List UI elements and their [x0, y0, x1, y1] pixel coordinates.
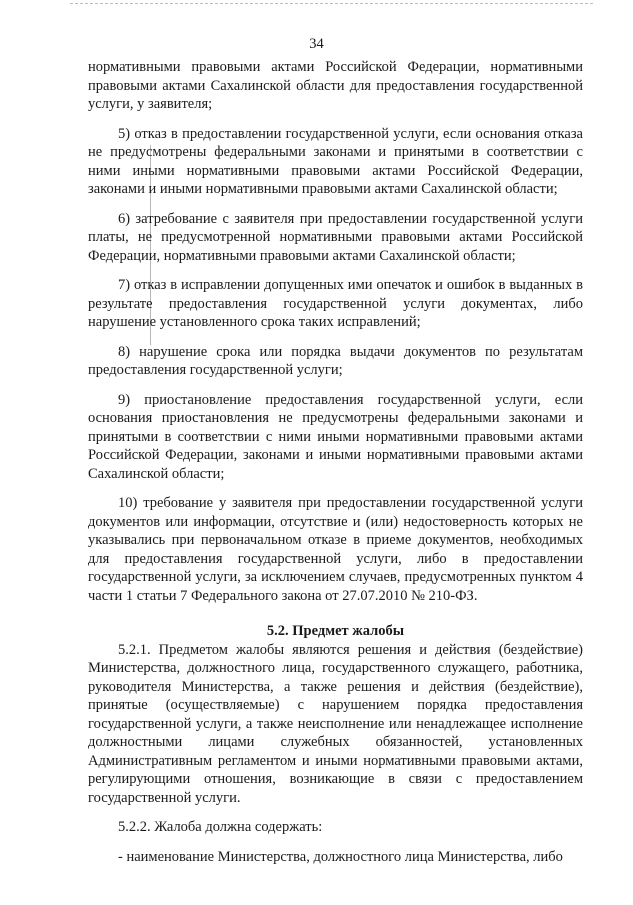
list-item-dash: - наименование Министерства, должностного лица Министерства, либо	[118, 848, 563, 865]
paragraph-5-2-1: 5.2.1. Предметом жалобы являются решения и действия (бездействие) Министерства, должностного лица, государственного служащего, работника, руководителя Министерства, а также решения и действия (бездействие), принятые (осуществляемые) с нарушением порядка предоставления государственной услуги, а также неисполнение или ненадлежащее исполнение должностными лицами служебных обязанностей, установленных Административным регламентом и иными нормативными правовыми актами, регулирующими отношения, возникающие в связи с предоставлением государственной услуги.	[88, 641, 583, 806]
paragraph-continuation: нормативными правовыми актами Российской Федерации, нормативными правовыми актами Сахалинской области для предоставления государственной услуги, у заявителя;	[88, 59, 583, 112]
list-item-8: 8) нарушение срока или порядка выдачи документов по результатам предоставления государственной услуги;	[88, 343, 583, 378]
list-item-7: 7) отказ в исправлении допущенных ими опечаток и ошибок в выданных в результате предоставления государственной услуги документах, либо нарушение установленного срока таких исправлений;	[88, 277, 583, 330]
paragraph-5-2-2: 5.2.2. Жалоба должна содержать:	[118, 819, 323, 835]
scan-top-edge	[70, 3, 593, 4]
page-number: 34	[309, 36, 324, 52]
section-heading: 5.2. Предмет жалобы	[266, 623, 405, 639]
list-item-6: 6) затребование с заявителя при предоставлении государственной услуги платы, не предусмотренной нормативными правовыми актами Российской Федерации, нормативными правовыми актами Сахалинской области;	[88, 210, 583, 264]
list-item-9: 9) приостановление предоставления государственной услуги, если основания приостановления не предусмотрены федеральными законами и принятыми в соответствии с ними иными нормативными правовыми актами Российской Федерации, законами и иными нормативными правовыми актами Сахалинской области;	[88, 391, 583, 482]
list-item-10: 10) требование у заявителя при предоставлении государственной услуги документов или информации, отсутствие и (или) недостоверность которых не указывались при первоначальном отказе в приеме документов, необходимых для предоставления государственной услуги, либо в предоставлении государственной услуги, за исключением случаев, предусмотренных пунктом 4 части 1 статьи 7 Федерального закона от 27.07.2010 № 210-ФЗ.	[88, 495, 583, 604]
list-item-5: 5) отказ в предоставлении государственной услуги, если основания отказа не предусмотрены федеральными законами и принятыми в соответствии с ними иными нормативными правовыми актами Российской Федерации, законами и иными нормативными правовыми актами Сахалинской области;	[88, 125, 583, 197]
document-body	[88, 58, 583, 866]
